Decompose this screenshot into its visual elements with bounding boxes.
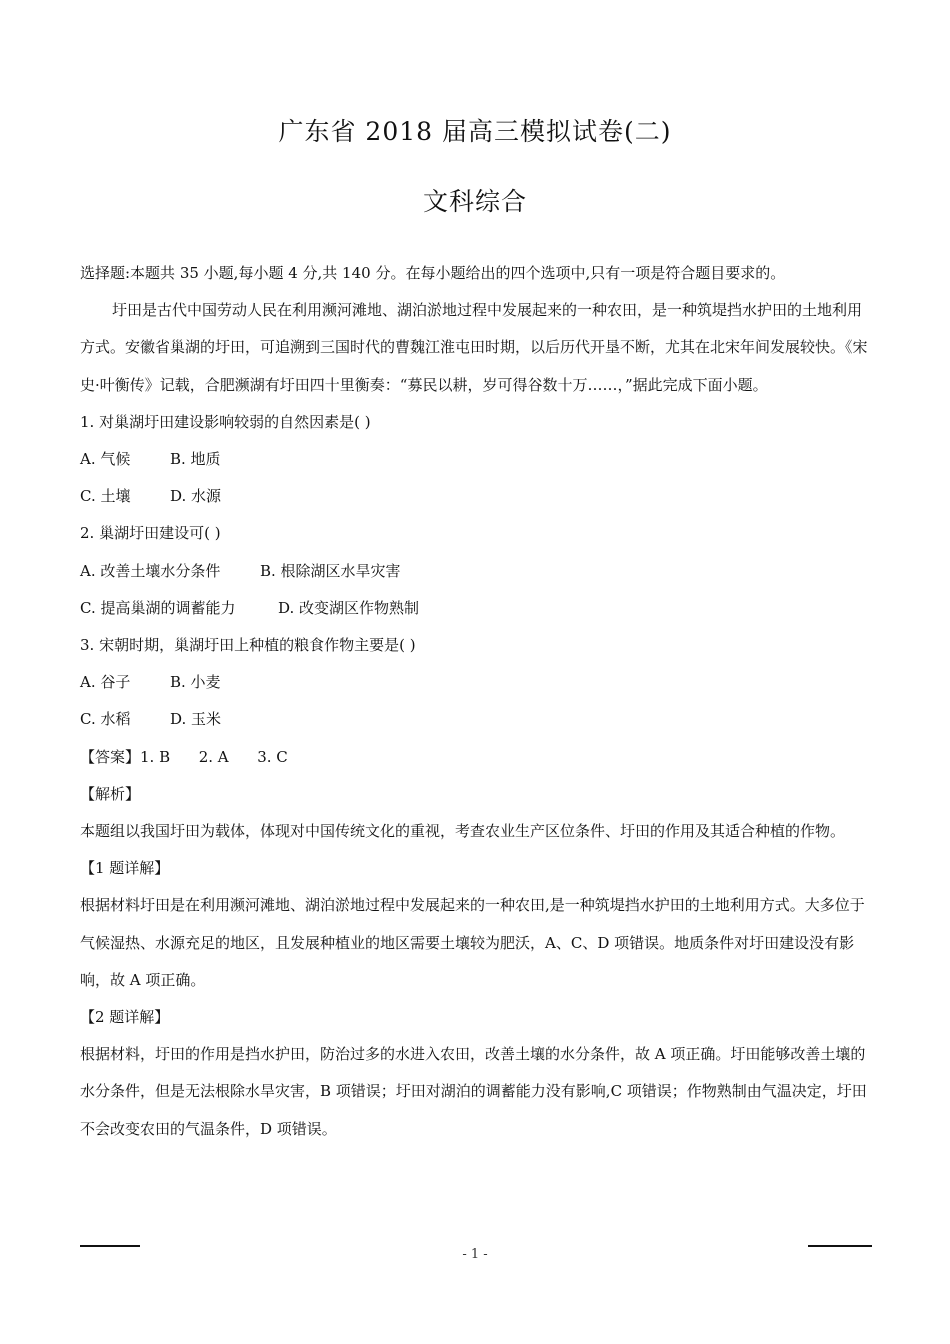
- instructions: 选择题:本题共 35 小题,每小题 4 分,共 140 分。在每小题给出的四个选项中,只有一项是符合题目要求的。: [80, 264, 786, 282]
- question-3-options-row2: [80, 701, 872, 738]
- option-3b: B. 小麦: [170, 673, 221, 692]
- detail-2-text: 根据材料，圩田的作用是挡水护田，防治过多的水进入农田，改善土壤的水分条件，故 A 项正确。圩田能够改善土壤的水分条件，但是无法根除水旱灾害，B 项错误；圩田对湖泊的调蓄能力没有影响,C 项错误；作物熟制由气温决定，圩田不会改变农田的气温条件，D 项错误。: [80, 1045, 867, 1138]
- detail-1-text: 根据材料圩田是在利用濒河滩地、湖泊淤地过程中发展起来的一种农田,是一种筑堤挡水护田的土地利用方式。大多位于气候湿热、水源充足的地区，且发展种植业的地区需要土壤较为肥沃，A、C、D 项错误。地质条件对圩田建设没有影响，故 A 项正确。: [80, 896, 865, 989]
- question-3-stem: 3. 宋朝时期，巢湖圩田上种植的粮食作物主要是( ): [80, 636, 416, 655]
- option-3a: A. 谷子: [80, 673, 131, 692]
- option-3c: C. 水稻: [80, 710, 131, 729]
- question-1-stem: 1. 对巢湖圩田建设影响较弱的自然因素是( ): [80, 412, 371, 431]
- analysis-text: 本题组以我国圩田为载体，体现对中国传统文化的重视，考查农业生产区位条件、圩田的作用及其适合种植的作物。: [80, 822, 846, 841]
- option-3d: D. 玉米: [170, 710, 222, 729]
- footer-rule-right: [808, 1245, 872, 1247]
- document-body: [80, 255, 872, 1148]
- page-subtitle: 文科综合: [422, 187, 527, 216]
- analysis-heading: 【解析】: [80, 784, 141, 803]
- page-number: - 1 -: [462, 1247, 488, 1262]
- question-1-options-row1: [80, 441, 872, 478]
- answer-line: 【答案】1. B 2. A 3. C: [80, 747, 288, 766]
- option-2a: A. 改善土壤水分条件: [80, 561, 221, 580]
- option-1c: C. 土壤: [80, 487, 131, 506]
- option-1d: D. 水源: [170, 487, 222, 506]
- question-1-options-row2: [80, 478, 872, 515]
- question-3-options-row1: [80, 664, 872, 701]
- question-2-stem: 2. 巢湖圩田建设可( ): [80, 524, 221, 543]
- question-2-options-row2: [80, 590, 872, 627]
- option-2d: D. 改变湖区作物熟制: [278, 598, 420, 617]
- page-title: 广东省 2018 届高三模拟试卷(二): [278, 117, 672, 146]
- question-2-options-row1: [80, 553, 872, 590]
- detail-2-heading: 【2 题详解】: [80, 1008, 170, 1027]
- option-2b: B. 根除湖区水旱灾害: [260, 561, 401, 580]
- option-1a: A. 气候: [80, 450, 131, 469]
- option-2c: C. 提高巢湖的调蓄能力: [80, 598, 236, 617]
- option-1b: B. 地质: [170, 450, 221, 469]
- passage: 圩田是古代中国劳动人民在利用濒河滩地、湖泊淤地过程中发展起来的一种农田，是一种筑堤挡水护田的土地利用方式。安徽省巢湖的圩田，可追溯到三国时代的曹魏江淮屯田时期，以后历代开垦不断，尤其在北宋年间发展较快。《宋史·叶衡传》记载，合肥濒湖有圩田四十里衡奏：“募民以耕，岁可得谷数十万……，”据此完成下面小题。: [80, 301, 868, 394]
- detail-1-heading: 【1 题详解】: [80, 859, 170, 878]
